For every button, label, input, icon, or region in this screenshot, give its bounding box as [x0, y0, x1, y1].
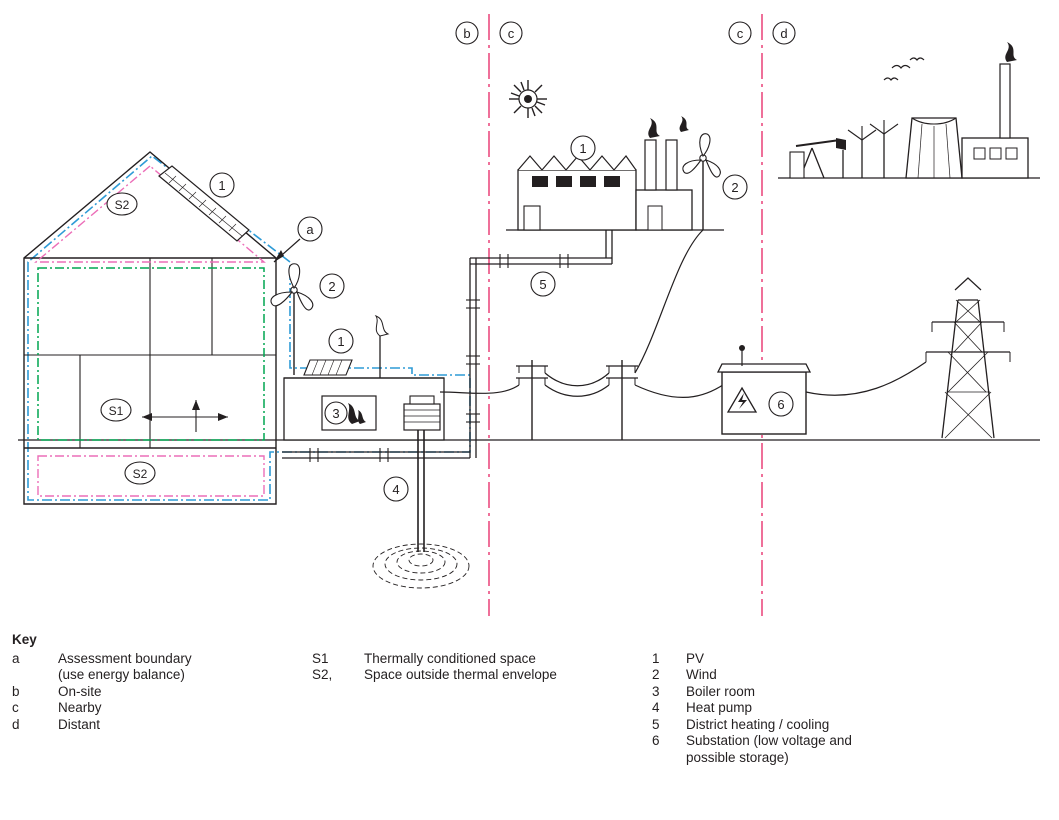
- key-text: Heat pump: [686, 700, 753, 715]
- key-text: District heating / cooling: [686, 716, 830, 732]
- callout-nearby-wind: [723, 175, 747, 199]
- key-column-zones: [312, 651, 652, 684]
- callout-heat-pump-text: 4: [392, 482, 400, 497]
- callout-house-wind: [320, 274, 344, 298]
- key-mark: 2: [652, 667, 660, 682]
- birds-icon: [884, 58, 924, 80]
- callout-house-pv2-text: 1: [337, 334, 345, 349]
- cooling-tower-icon: [906, 118, 962, 178]
- callout-boiler-room: [325, 402, 347, 424]
- key-item: [12, 684, 312, 701]
- zone-label-s2-basement-text: S2: [132, 467, 148, 481]
- heat-flow-arrows: [142, 400, 228, 432]
- boundary-label-c-left: [500, 22, 522, 44]
- callout-house-pv2: [329, 329, 353, 353]
- boundary-label-c-left-text: c: [507, 26, 515, 41]
- key-mark: b: [12, 683, 20, 699]
- key-item: [12, 651, 312, 668]
- distribution-network: [440, 230, 926, 440]
- pumpjack-icon: [790, 138, 846, 178]
- key-mark: S2,: [312, 667, 333, 682]
- callout-house-wind-text: 2: [328, 279, 336, 294]
- key-text: Assessment boundary: [58, 650, 192, 666]
- key-column-boundaries: [12, 651, 312, 734]
- zone-label-s1-text: S1: [108, 404, 124, 418]
- house: [24, 152, 470, 504]
- key-text: Thermally conditioned space: [364, 650, 536, 666]
- distant-wind-turbines-icon: [848, 120, 898, 178]
- borehole-icon: [373, 430, 469, 588]
- distant-plant-building-icon: [962, 42, 1028, 178]
- key-subtext: possible storage): [686, 749, 789, 765]
- key-title: Key: [12, 632, 37, 647]
- boundary-label-d: [773, 22, 795, 44]
- key-text: Nearby: [58, 700, 102, 715]
- key-mark: c: [12, 700, 19, 715]
- zone-label-s1: [101, 399, 131, 421]
- key-item: [652, 717, 982, 734]
- zone-label-s2-attic: [107, 193, 137, 215]
- callout-substation: [769, 392, 793, 416]
- callout-heat-pump: [384, 477, 408, 501]
- key-mark: 5: [652, 716, 660, 732]
- key-mark: 1: [652, 650, 660, 666]
- key-item: [652, 651, 982, 668]
- zone-label-s2-basement: [125, 462, 155, 484]
- key-mark: 4: [652, 700, 660, 715]
- substation: [718, 345, 810, 434]
- key-item: [312, 651, 652, 668]
- key-mark: 3: [652, 683, 660, 699]
- callout-assessment-boundary-text: a: [306, 222, 314, 237]
- key-legend: [12, 632, 1052, 766]
- key-item: [12, 717, 312, 734]
- ground-pv-panel-icon: [304, 360, 352, 375]
- key-text: Space outside thermal envelope: [364, 667, 557, 682]
- key-columns: [12, 651, 1052, 767]
- nearby-plant: [506, 116, 724, 230]
- callout-district-heating-text: 5: [539, 277, 547, 292]
- key-item: [652, 700, 982, 717]
- callout-nearby-pv-text: 1: [579, 141, 587, 156]
- key-item: [652, 684, 982, 701]
- key-text: On-site: [58, 683, 102, 699]
- key-mark: a: [12, 650, 20, 666]
- house-outline: [24, 152, 276, 504]
- key-text: Substation (low voltage and: [686, 733, 852, 748]
- transmission-pylon-icon: [926, 278, 1010, 438]
- key-text: Distant: [58, 716, 101, 732]
- key-item: [652, 733, 982, 750]
- key-mark: 6: [652, 733, 660, 748]
- callout-house-pv: [210, 173, 234, 197]
- callout-nearby-pv: [571, 136, 595, 160]
- boundary-label-c-right-text: c: [736, 26, 744, 41]
- callout-boiler-room-text: 3: [332, 406, 340, 421]
- key-item: [12, 700, 312, 717]
- key-mark: S1: [312, 650, 329, 666]
- boundary-label-c-right: [729, 22, 751, 44]
- house-wind-turbine-icon: [271, 264, 313, 375]
- sun-icon: [509, 80, 547, 118]
- key-mark: d: [12, 716, 20, 732]
- key-item: [652, 667, 982, 684]
- key-text: PV: [686, 650, 705, 666]
- callout-house-pv-text: 1: [218, 178, 226, 193]
- callout-assessment-boundary: [274, 217, 322, 262]
- key-column-equipment: [652, 651, 982, 767]
- key-text: Boiler room: [686, 683, 756, 699]
- boundary-label-d-text: d: [780, 26, 788, 41]
- key-text: Wind: [686, 667, 717, 682]
- callout-district-heating: [531, 272, 555, 296]
- distant-site: [778, 42, 1040, 178]
- roof-pv-panel-icon: [159, 166, 249, 241]
- key-item: [312, 667, 652, 684]
- key-subtext: (use energy balance): [58, 667, 185, 682]
- zone-label-s2-attic-text: S2: [114, 198, 130, 212]
- callout-nearby-wind-text: 2: [731, 180, 739, 195]
- boundary-label-b-text: b: [463, 26, 471, 41]
- callout-substation-text: 6: [777, 397, 785, 412]
- boundary-label-b: [456, 22, 478, 44]
